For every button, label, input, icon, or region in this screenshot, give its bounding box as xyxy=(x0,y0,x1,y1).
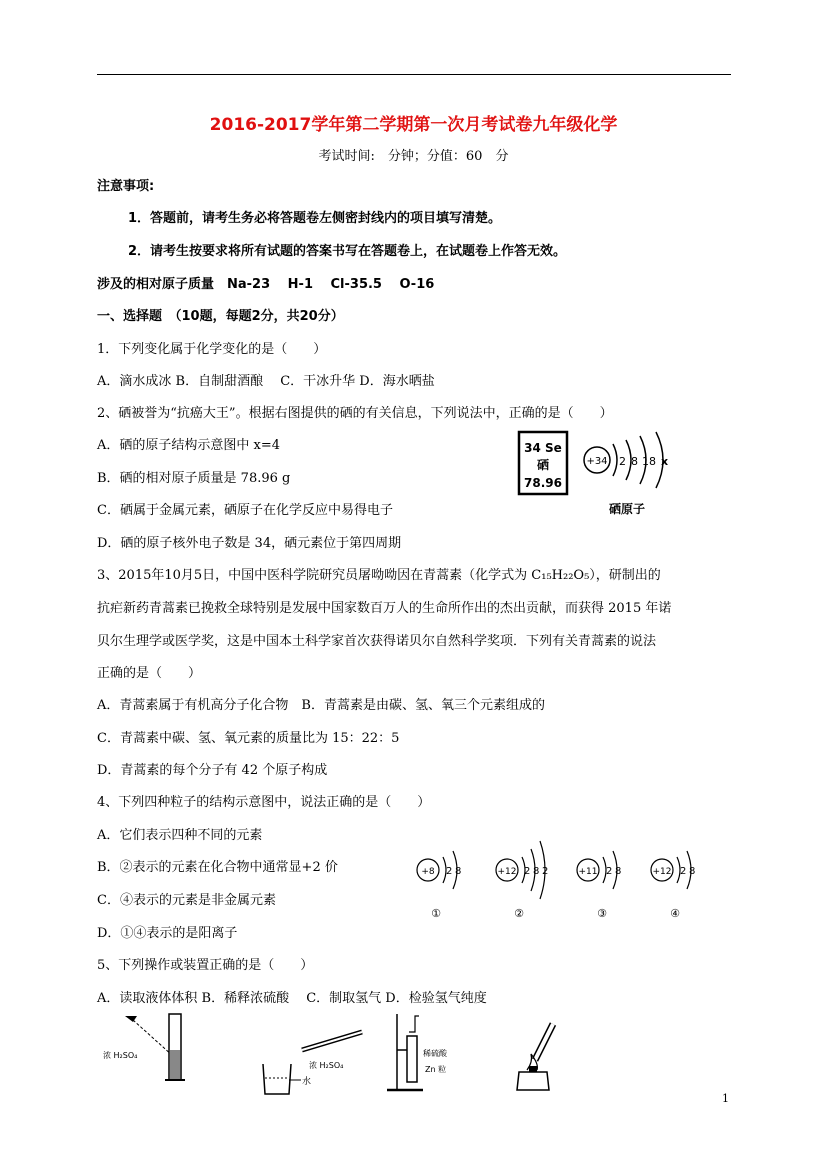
particle-4 xyxy=(651,851,695,920)
test-tube-inner xyxy=(535,1024,553,1060)
q3-options-ab: A．青蒿素属于有机高分子化合物 B．青蒿素是由碳、氢、氧三个元素组成的 xyxy=(97,698,545,713)
q4-option-d: D．①④表示的是阳离子 xyxy=(97,926,238,941)
q3-option-c: C．青蒿素中碳、氢、氧元素的质量比为 15：22：5 xyxy=(97,731,400,746)
nucleus-charge: +11 xyxy=(578,867,598,877)
q5-options: A．读取液体体积 B．稀释浓硫酸 C．制取氢气 D．检验氢气纯度 xyxy=(97,991,487,1006)
q2-option-d: D．硒的原子核外电子数是 34，硒元素位于第四周期 xyxy=(97,536,402,551)
lamp-wick xyxy=(529,1066,537,1072)
liquid xyxy=(170,1050,180,1079)
sight-line xyxy=(133,1020,173,1056)
shell-count: 8 xyxy=(533,866,540,877)
shell-count: 18 xyxy=(642,455,656,468)
label-text: 水 xyxy=(302,1077,312,1087)
label-text: 稀硫酸 xyxy=(423,1049,447,1058)
shell-count: 8 xyxy=(455,866,462,877)
q3-line4: 正确的是（ ） xyxy=(97,666,202,681)
nucleus-charge: +12 xyxy=(497,867,517,877)
shell-count: 2 xyxy=(446,866,453,877)
q4-option-c: C．④表示的元素是非金属元素 xyxy=(97,893,276,908)
shell-count: 8 xyxy=(615,866,622,877)
shell-count: 2 xyxy=(619,455,626,468)
atomic-masses: 涉及的相对原子质量 Na-23 H-1 Cl-35.5 O-16 xyxy=(97,277,435,292)
q4-stem: 4、下列四种粒子的结构示意图中，说法正确的是（ ） xyxy=(97,795,431,810)
q3-line3: 贝尔生理学或医学奖，这是中国本土科学家首次获得诺贝尔自然科学奖项．下列有关青蒿素的说法 xyxy=(97,634,657,649)
q3-line1: 3、2015年10月5日，中国中医科学院研究员屠呦呦因在青蒿素（化学式为 C₁₅H₂₂O₅），研制出的 xyxy=(97,568,661,583)
element-symbol: 34 Se xyxy=(524,441,562,455)
apparatus-b xyxy=(263,1032,362,1094)
shell-count: 2 xyxy=(680,866,687,877)
apparatus-d xyxy=(517,1024,553,1090)
beaker xyxy=(263,1064,291,1094)
figure-caption: 硒原子 xyxy=(609,502,646,516)
page-title: 2016-2017学年第二学期第一次月考试卷九年级化学 xyxy=(209,115,618,135)
particle-label: ③ xyxy=(597,907,607,920)
eye-icon xyxy=(125,1016,137,1022)
shell-count: x xyxy=(661,455,669,468)
label-text: Zn 粒 xyxy=(425,1065,447,1074)
shell-arc xyxy=(613,444,617,476)
q5-stem: 5、下列操作或装置正确的是（ ） xyxy=(97,958,314,973)
apparatus-a xyxy=(103,1014,185,1080)
q3-option-d: D．青蒿素的每个分子有 42 个原子构成 xyxy=(97,763,328,778)
nucleus-charge: +12 xyxy=(652,867,672,877)
q2-option-a: A．硒的原子结构示意图中 x=4 xyxy=(97,438,281,453)
header-rule xyxy=(97,74,731,75)
q2-stem: 2、硒被誉为“抗癌大王”。根据右图提供的硒的有关信息，下列说法中，正确的是（ ） xyxy=(97,406,613,421)
nucleus-charge: +34 xyxy=(586,456,608,467)
notice-item-1: 1．答题前，请考生务必将答题卷左侧密封线内的项目填写清楚。 xyxy=(128,211,502,226)
exam-info: 考试时间: 分钟；分值：60 分 xyxy=(318,149,509,164)
particle-label: ② xyxy=(514,907,524,920)
particle-2 xyxy=(496,841,548,920)
label-text: 浓 H₂SO₄ xyxy=(103,1051,138,1060)
shell-count: 2 xyxy=(542,866,549,877)
shell-count: 8 xyxy=(689,866,696,877)
notice-heading: 注意事项: xyxy=(97,179,155,194)
label-text: 浓 H₂SO₄ xyxy=(309,1061,344,1070)
particle-label: ① xyxy=(431,907,441,920)
selenium-figure xyxy=(515,428,685,524)
particle-label: ④ xyxy=(670,907,680,920)
section-heading: 一、选择题 （10题，每题2分，共20分） xyxy=(97,309,344,324)
shell-count: 8 xyxy=(631,455,638,468)
q2-option-b: B．硒的相对原子质量是 78.96 g xyxy=(97,471,291,486)
element-mass: 78.96 xyxy=(524,476,562,490)
particles-figure xyxy=(410,825,700,920)
test-tube-inner xyxy=(302,1032,362,1050)
notice-item-2: 2．请考生按要求将所有试题的答案书写在答题卷上，在试题卷上作答无效。 xyxy=(128,244,567,259)
q4-option-a: A．它们表示四种不同的元素 xyxy=(97,828,263,843)
shell-count: 2 xyxy=(524,866,531,877)
particle-1 xyxy=(417,851,461,920)
shell-count: 2 xyxy=(606,866,613,877)
alcohol-lamp xyxy=(517,1072,549,1090)
q3-line2: 抗疟新药青蒿素已挽救全球特别是发展中国家数百万人的生命所作出的杰出贡献，而获得 2015 年诺 xyxy=(97,601,672,616)
q4-option-b: B．②表示的元素在化合物中通常显+2 价 xyxy=(97,860,338,875)
particle-3 xyxy=(577,851,621,920)
test-tube xyxy=(407,1036,417,1082)
q1-options: A．滴水成冰 B．自制甜酒酿 C．干冰升华 D．海水晒盐 xyxy=(97,374,435,389)
apparatus-figure xyxy=(97,1010,577,1102)
nucleus-charge: +8 xyxy=(421,867,435,877)
delivery-tube xyxy=(409,1016,419,1032)
q2-option-c: C．硒属于金属元素，硒原子在化学反应中易得电子 xyxy=(97,503,393,518)
element-name: 硒 xyxy=(536,458,550,472)
apparatus-c xyxy=(387,1014,448,1090)
q1-stem: 1．下列变化属于化学变化的是（ ） xyxy=(97,342,327,357)
page-number: 1 xyxy=(722,1092,729,1105)
